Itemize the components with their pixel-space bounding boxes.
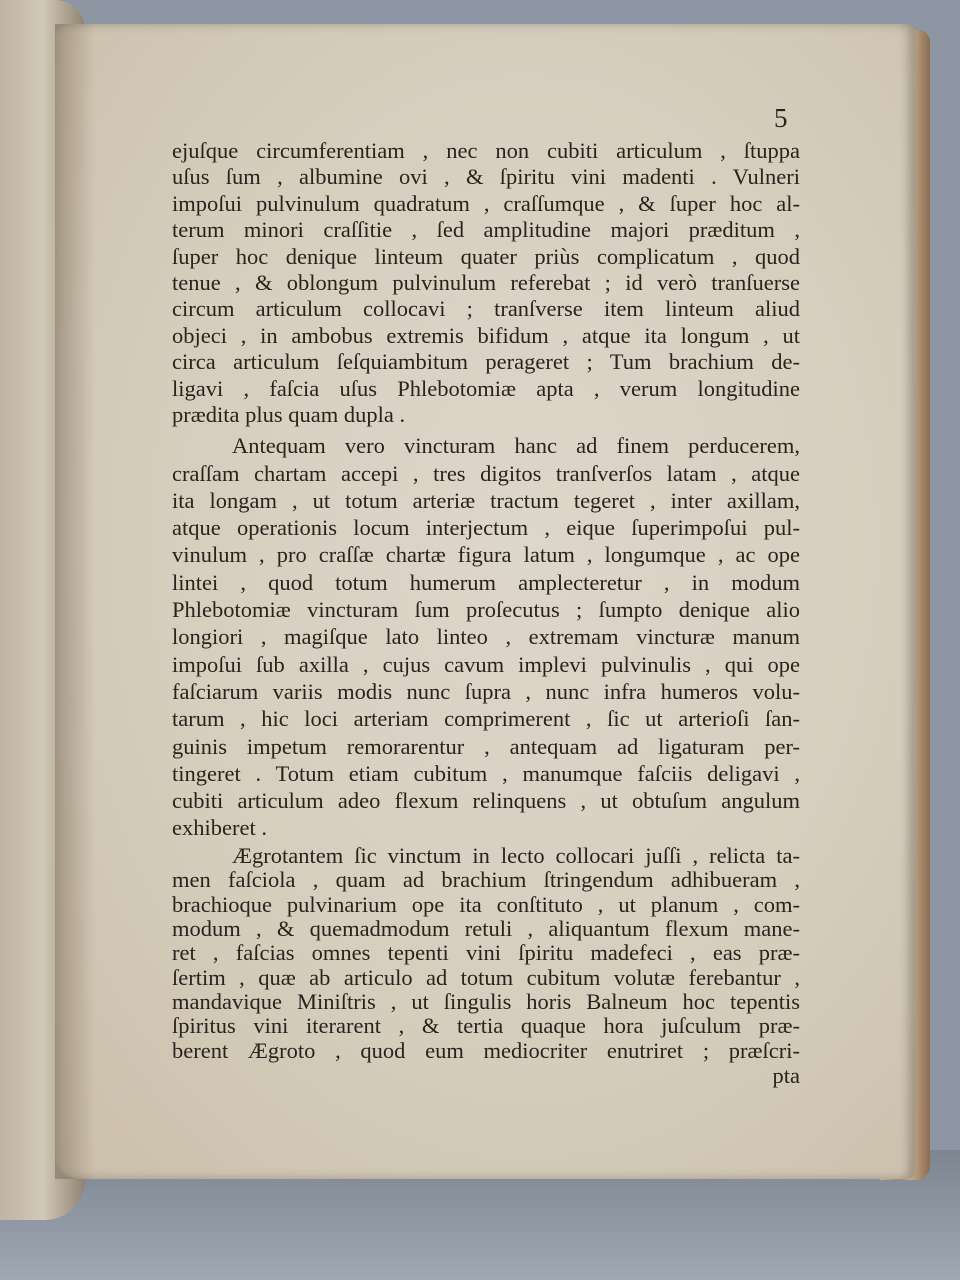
text-line: modum , & quemadmodum retuli , aliquantum flexum mane- [172,915,800,941]
text-line: terum minori craſſitie , ſed amplitudine majori præditum , [172,217,800,243]
paragraph-3 [172,844,800,1064]
page-gutter-shadow [55,24,95,1179]
text-line: cubiti articulum adeo flexum relinquens , ut obtuſum angulum [172,788,800,814]
text-line: exhiberet . [172,815,267,841]
catchword: pta [772,1063,800,1089]
text-line: brachioque pulvinarium ope ita conſtituto , ut planum , com- [172,891,800,917]
text-line: Phlebotomiæ vincturam ſum proſecutus ; ſumpto denique alio [172,597,800,623]
text-line: craſſam chartam accepi , tres digitos tranſverſos latam , atque [172,460,800,486]
text-line: ſpiritus vini iterarent , & tertia quaque hora juſculum præ- [172,1013,800,1039]
text-line: impoſui pulvinulum quadratum , craſſumque , & ſuper hoc al- [172,190,800,216]
text-line: men faſciola , quam ad brachium ſtringendum adhibueram , [172,867,800,893]
text-line: ſuper hoc denique linteum quater priùs complicatum , quod [172,243,800,269]
text-line: longiori , magiſque lato linteo , extremam vincturæ manum [172,624,800,650]
text-line: impoſui ſub axilla , cujus cavum implevi pulvinulis , qui ope [172,651,800,677]
page-number: 5 [774,103,788,133]
text-line: ita longam , ut totum arteriæ tractum tegeret , inter axillam, [172,487,800,513]
text-line: prædita plus quam dupla . [172,401,406,427]
text-line: atque operationis locum interjectum , eique ſuperimpoſui pul- [172,515,800,541]
text-line: ret , faſcias omnes tepenti vini ſpiritu madefeci , eas præ- [172,940,800,966]
paragraph-2 [172,432,800,841]
text-line: circum articulum collocavi ; tranſverse item linteum aliud [172,296,800,322]
text-line: uſus ſum , albumine ovi , & ſpiritu vini madenti . Vulneri [172,164,800,190]
text-line: vinulum , pro craſſæ chartæ figura latum , longumque , ac ope [172,542,800,568]
text-line: lintei , quod totum humerum amplecteretur , in modum [172,569,800,595]
text-line: tingeret . Totum etiam cubitum , manumque faſciis deligavi , [172,760,800,786]
text-line: mandavique Miniſtris , ut ſingulis horis Balneum hoc tepentis [172,989,800,1015]
text-line: objeci , in ambobus extremis bifidum , atque ita longum , ut [172,322,800,348]
text-line: faſciarum variis modis nunc ſupra , nunc infra humeros volu- [172,678,800,704]
page-text [172,138,800,1090]
text-line: ejuſque circumferentiam , nec non cubiti articulum , ſtuppa [172,138,800,163]
text-line: tarum , hic loci arteriam comprimerent , ſic ut arterioſi ſan- [172,706,800,732]
paragraph-1 [172,138,800,428]
text-line: ſertim , quæ ab articulo ad totum cubitum volutæ ferebantur , [172,964,800,990]
text-line: Antequam vero vincturam hanc ad finem perducerem, [232,433,800,459]
text-line: Ægrotantem ſic vinctum in lecto collocari juſſi , relicta ta- [232,842,800,868]
text-line: ligavi , faſcia uſus Phlebotomiæ apta , verum longitudine [172,375,800,401]
text-line: tenue , & oblongum pulvinulum referebat ; id verò tranſuerse [172,269,800,295]
text-line: guinis impetum remorarentur , antequam ad ligaturam per- [172,733,800,759]
text-line: circa articulum ſeſquiambitum perageret ; Tum brachium de- [172,349,800,375]
text-line: berent Ægroto , quod eum mediocriter enutriret ; præſcri- [172,1037,800,1063]
